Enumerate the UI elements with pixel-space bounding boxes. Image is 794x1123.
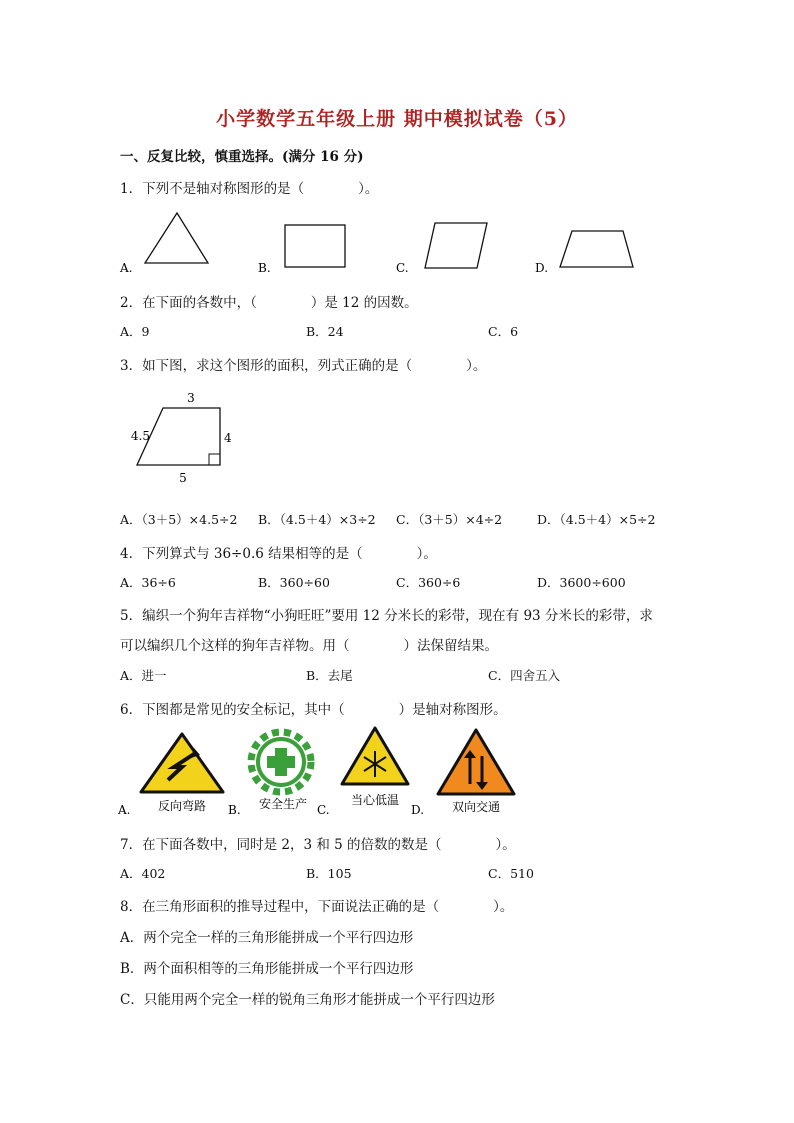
q6-safety-signs bbox=[110, 724, 530, 824]
q3-option-d: D．（4.5＋4）×5÷2 bbox=[537, 512, 656, 527]
q6-label-d: D. bbox=[411, 803, 425, 817]
q2-option-a: A．9 bbox=[120, 324, 150, 339]
q3-option-a: A．（3＋5）×4.5÷2 bbox=[120, 512, 238, 527]
q5-option-b: B．去尾 bbox=[306, 668, 353, 683]
q4-option-b: B．360÷60 bbox=[258, 575, 330, 590]
q7-option-a: A．402 bbox=[120, 866, 166, 881]
q8-option-a: A．两个完全一样的三角形能拼成一个平行四边形 bbox=[120, 930, 414, 946]
question-6: 6．下图都是常见的安全标记，其中（ ）是轴对称图形。 bbox=[120, 702, 507, 718]
caption-a: 反向弯路 bbox=[157, 799, 207, 813]
q7-option-c: C．510 bbox=[488, 866, 534, 881]
q5-option-a: A．进一 bbox=[120, 668, 167, 683]
caption-d: 双向交通 bbox=[451, 800, 501, 814]
q4-option-d: D．3600÷600 bbox=[537, 575, 626, 590]
question-7: 7．在下面各数中，同时是 2，3 和 5 的倍数的数是（ ）。 bbox=[120, 837, 516, 853]
caption-b: 安全生产 bbox=[258, 797, 308, 811]
parallelogram-shape bbox=[425, 223, 487, 268]
bottom-side-label: 5 bbox=[179, 471, 187, 485]
q6-label-b: B. bbox=[228, 803, 241, 817]
question-1: 1．下列不是轴对称图形的是（ ）。 bbox=[120, 181, 379, 197]
q5-option-c: C．四舍五入 bbox=[488, 668, 561, 683]
two-way-traffic-sign bbox=[438, 730, 514, 794]
page-title: 小学数学五年级上册 期中模拟试卷（5） bbox=[216, 108, 578, 130]
rectangle-shape bbox=[285, 225, 345, 267]
q2-option-c: C．6 bbox=[488, 324, 519, 339]
caption-c: 当心低温 bbox=[350, 793, 400, 807]
q8-option-b: B．两个面积相等的三角形能拼成一个平行四边形 bbox=[120, 961, 414, 977]
question-5-line-2: 可以编织几个这样的狗年吉祥物。用（ ）法保留结果。 bbox=[120, 638, 498, 654]
slant-side-label: 4.5 bbox=[130, 429, 150, 443]
q1-label-c: C. bbox=[396, 261, 409, 275]
q6-label-a: A. bbox=[118, 803, 131, 817]
q7-option-b: B．105 bbox=[306, 866, 352, 881]
q3-option-b: B．（4.5＋4）×3÷2 bbox=[258, 512, 376, 527]
q6-label-c: C. bbox=[317, 803, 330, 817]
q8-option-c: C．只能用两个完全一样的锐角三角形才能拼成一个平行四边形 bbox=[120, 992, 495, 1008]
trapezoid-shape bbox=[560, 231, 633, 267]
q4-option-c: C．360÷6 bbox=[396, 575, 461, 590]
height-label: 4 bbox=[224, 431, 232, 445]
q3-option-c: C．（3＋5）×4÷2 bbox=[396, 512, 503, 527]
q2-option-b: B．24 bbox=[306, 324, 344, 339]
q1-label-a: A. bbox=[120, 261, 133, 275]
question-3: 3．如下图，求这个图形的面积，列式正确的是（ ）。 bbox=[120, 358, 487, 374]
q1-label-d: D. bbox=[535, 261, 549, 275]
question-5-line-1: 5．编织一个狗年吉祥物“小狗旺旺”要用 12 分米长的彩带，现在有 93 分米长的彩带，求 bbox=[120, 608, 653, 624]
section-heading: 一、反复比较，慎重选择。(满分 16 分) bbox=[120, 149, 364, 165]
right-angle-mark bbox=[209, 454, 220, 465]
top-side-label: 3 bbox=[187, 391, 195, 405]
question-8: 8．在三角形面积的推导过程中，下面说法正确的是（ ）。 bbox=[120, 899, 514, 915]
triangle-shape bbox=[145, 213, 208, 263]
q3-trapezoid-figure bbox=[120, 386, 260, 491]
question-4: 4．下列算式与 36÷0.6 结果相等的是（ ）。 bbox=[120, 546, 437, 562]
q1-shapes bbox=[110, 205, 650, 280]
q1-label-b: B. bbox=[258, 261, 271, 275]
q4-option-a: A．36÷6 bbox=[120, 575, 176, 590]
question-2: 2．在下面的各数中，（ ）是 12 的因数。 bbox=[120, 295, 418, 311]
